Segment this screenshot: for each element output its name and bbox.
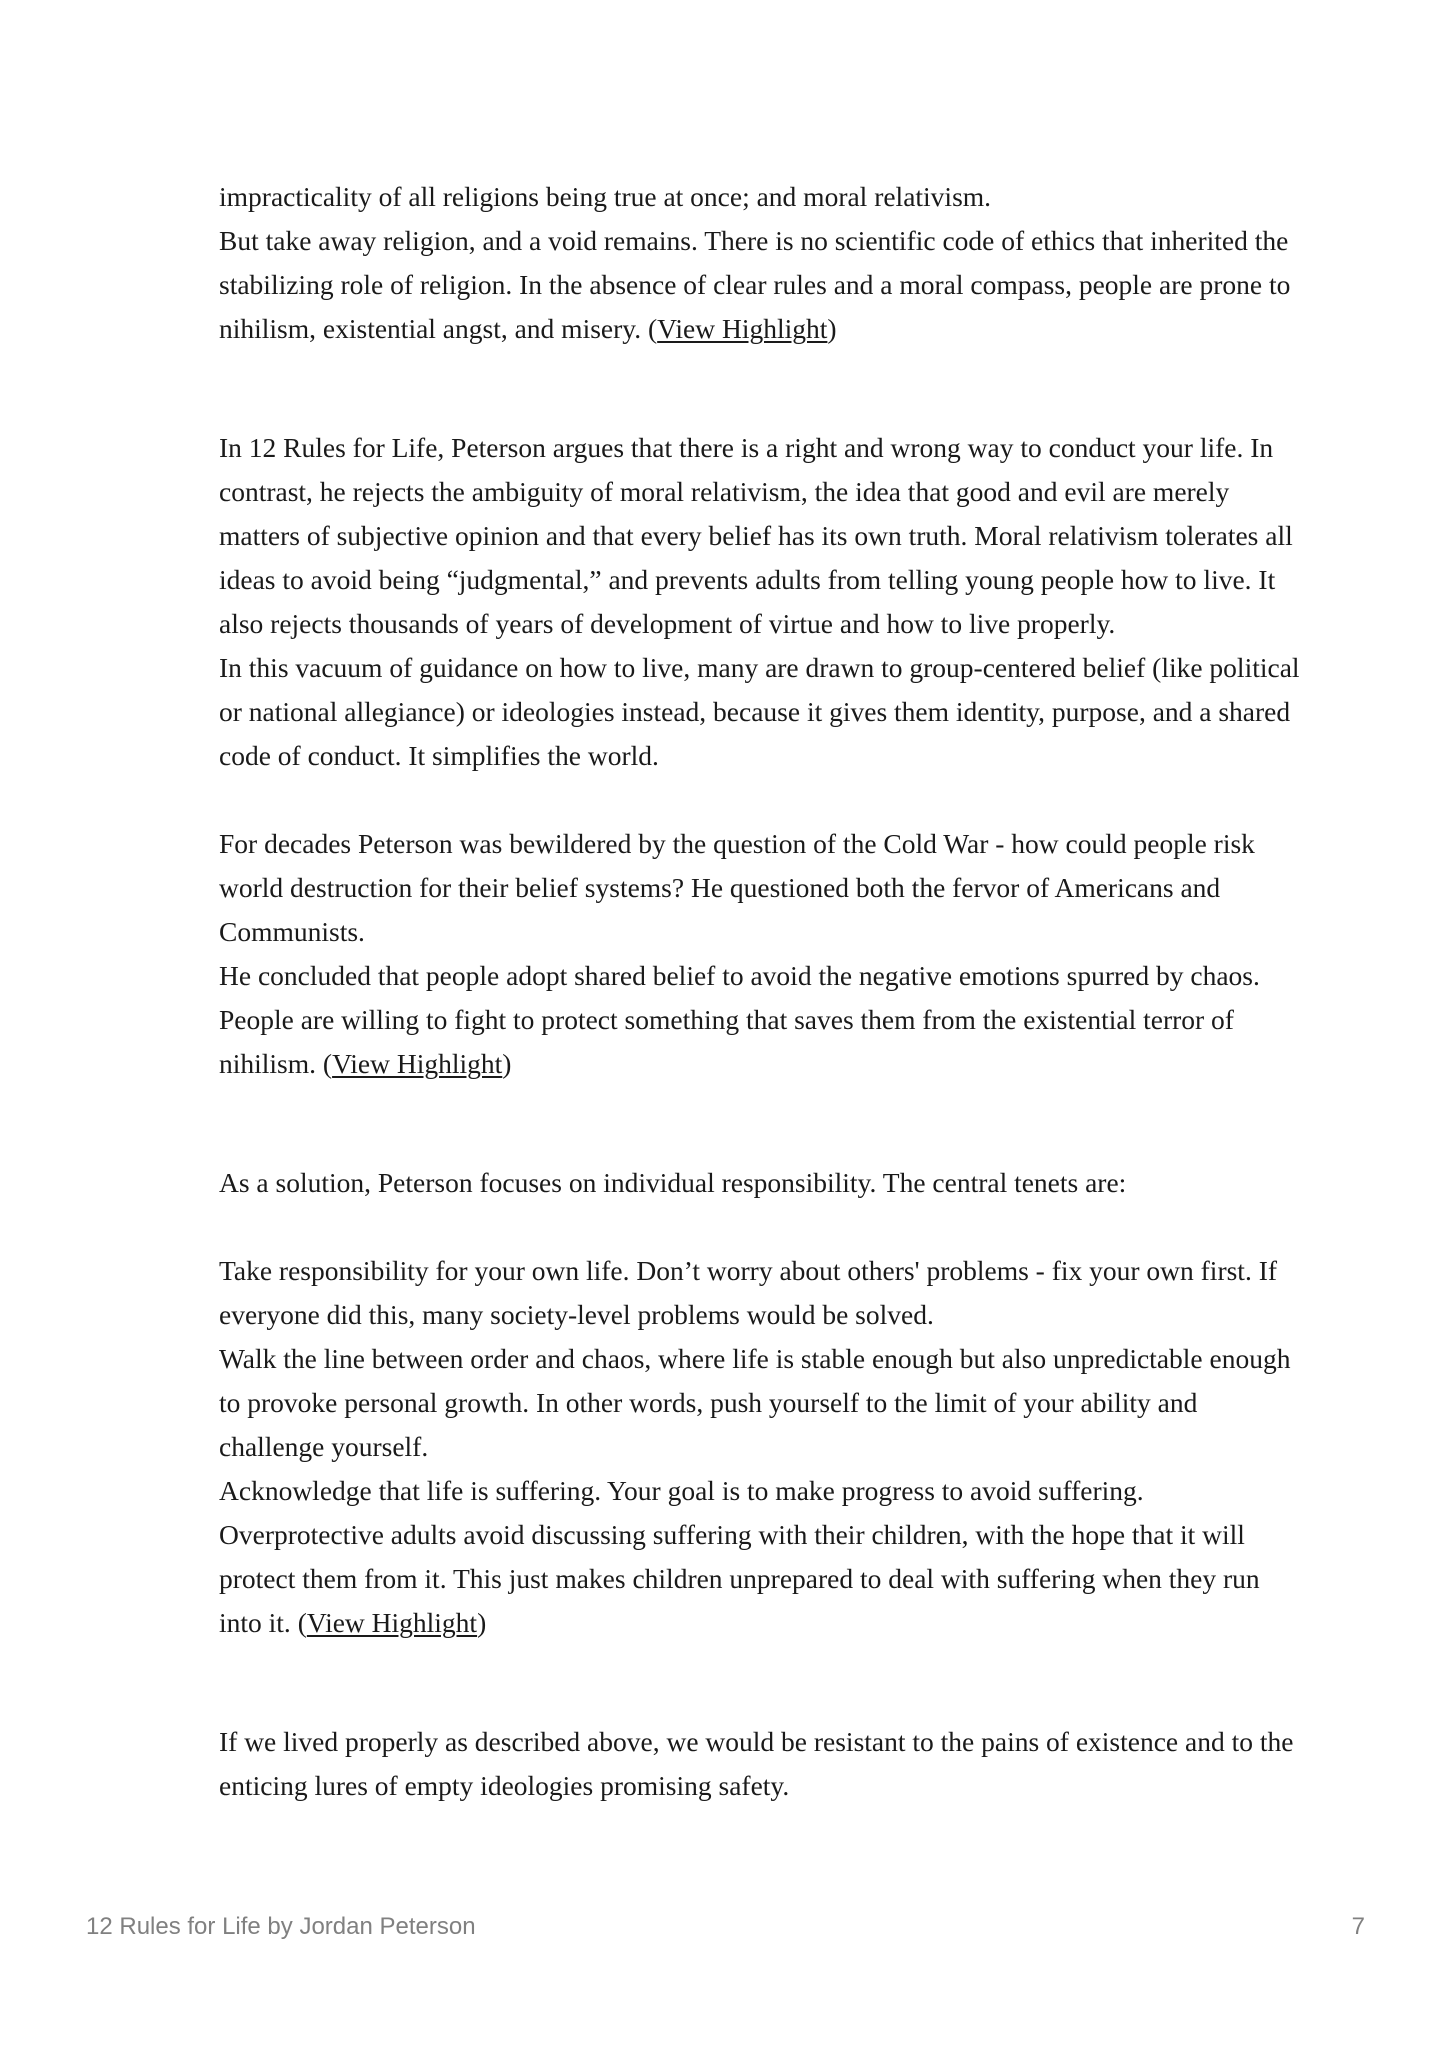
paragraph: If we lived properly as described above, we would be resistant to the pains of existence and to the enticing lures of empty ideologies promising safety. [219,1726,1294,1801]
paragraph: impracticality of all religions being true at once; and moral relativism. [219,181,992,212]
paragraph: As a solution, Peterson focuses on individual responsibility. The central tenets are: [219,1167,1127,1198]
paragraph: In 12 Rules for Life, Peterson argues that there is a right and wrong way to conduct your life. In contrast, he rejects the ambiguity of moral relativism, the idea that good and evil are merely matters of subjective opinion and that every belief has its own truth. Moral relativism tolerates all ideas to avoid being “judgmental,” and prevents adults from telling young people how to live. It also rejects thousands of years of development of virtue and how to live properly. [219,432,1293,639]
view-highlight-link[interactable]: View Highlight [306,1607,478,1638]
paragraph: Acknowledge that life is suffering. Your goal is to make progress to avoid suffering. Overprotective adults avoid discussing suffering with their children, with the hope that it will protect them from it. This just makes children unprepared to deal with suffering when they run into it. (View Highlight) [219,1475,1260,1638]
spacer [219,1086,1309,1161]
page-number: 7 [1351,1913,1365,1940]
spacer [219,1645,1309,1720]
document-body [219,175,1309,1808]
highlight-block [219,1161,1309,1645]
paragraph: He concluded that people adopt shared belief to avoid the negative emotions spurred by chaos. People are willing to fight to protect something that saves them from the existential terror of nihilism. (View Highlight) [219,960,1260,1079]
spacer [219,778,1309,822]
view-highlight-link[interactable]: View Highlight [332,1048,503,1079]
footer-title: 12 Rules for Life by Jordan Peterson [86,1913,476,1940]
highlight-block [219,1720,1309,1808]
view-highlight-link[interactable]: View Highlight [657,313,828,344]
paragraph: In this vacuum of guidance on how to live, many are drawn to group-centered belief (like political or national allegiance) or ideologies instead, because it gives them identity, purpose, and a shared code of conduct. It simplifies the world. [219,652,1300,771]
spacer [219,1205,1309,1249]
spacer [219,351,1309,426]
highlight-block [219,426,1309,1086]
highlight-block [219,175,1309,351]
paragraph: For decades Peterson was bewildered by the question of the Cold War - how could people risk world destruction for their belief systems? He questioned both the fervor of Americans and Communists. [219,828,1255,947]
paragraph: But take away religion, and a void remains. There is no scientific code of ethics that inherited the stabilizing role of religion. In the absence of clear rules and a moral compass, people are prone to nihilism, existential angst, and misery. (View Highlight) [219,225,1291,344]
paragraph: Walk the line between order and chaos, where life is stable enough but also unpredictable enough to provoke personal growth. In other words, push yourself to the limit of your ability and challenge yourself. [219,1343,1291,1462]
paragraph: Take responsibility for your own life. Don’t worry about others' problems - fix your own first. If everyone did this, many society-level problems would be solved. [219,1255,1278,1330]
